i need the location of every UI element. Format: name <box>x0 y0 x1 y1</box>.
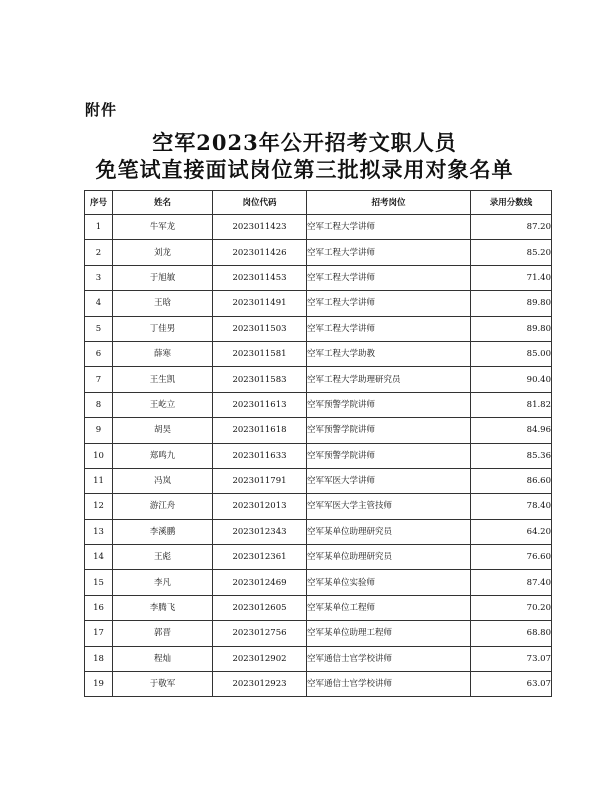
cell-name: 于旭敏 <box>113 265 213 290</box>
cell-post-code: 2023011423 <box>213 215 307 240</box>
cell-post-code: 2023011581 <box>213 341 307 366</box>
cell-name: 程灿 <box>113 646 213 671</box>
cell-score: 70.20 <box>471 595 552 620</box>
cell-score: 71.40 <box>471 265 552 290</box>
cell-post-code: 2023011453 <box>213 265 307 290</box>
table-row <box>85 316 552 341</box>
cell-score: 63.07 <box>471 672 552 697</box>
table-row <box>85 672 552 697</box>
cell-seq: 8 <box>85 392 113 417</box>
header-post-code: 岗位代码 <box>213 191 307 215</box>
table-row <box>85 468 552 493</box>
cell-name: 牛军龙 <box>113 215 213 240</box>
cell-score: 84.96 <box>471 418 552 443</box>
cell-post: 空军军医大学讲师 <box>307 468 471 493</box>
table-row <box>85 367 552 392</box>
cell-score: 85.20 <box>471 240 552 265</box>
table-row <box>85 240 552 265</box>
cell-post: 空军工程大学讲师 <box>307 291 471 316</box>
page-title-line-2: 免笔试直接面试岗位第三批拟录用对象名单 <box>95 157 514 182</box>
cell-post: 空军工程大学讲师 <box>307 215 471 240</box>
cell-seq: 11 <box>85 468 113 493</box>
cell-name: 游江舟 <box>113 494 213 519</box>
cell-seq: 4 <box>85 291 113 316</box>
cell-score: 64.20 <box>471 519 552 544</box>
cell-seq: 19 <box>85 672 113 697</box>
cell-name: 王生凯 <box>113 367 213 392</box>
table-row <box>85 545 552 570</box>
header-post: 招考岗位 <box>307 191 471 215</box>
cell-post-code: 2023011426 <box>213 240 307 265</box>
cell-post: 空军通信士官学校讲师 <box>307 646 471 671</box>
cell-name: 王晗 <box>113 291 213 316</box>
cell-seq: 5 <box>85 316 113 341</box>
table-row <box>85 291 552 316</box>
cell-seq: 17 <box>85 621 113 646</box>
cell-seq: 13 <box>85 519 113 544</box>
cell-seq: 7 <box>85 367 113 392</box>
table-row <box>85 443 552 468</box>
cell-post-code: 2023011491 <box>213 291 307 316</box>
cell-score: 76.60 <box>471 545 552 570</box>
cell-score: 78.40 <box>471 494 552 519</box>
cell-post: 空军某单位助理研究员 <box>307 545 471 570</box>
cell-seq: 10 <box>85 443 113 468</box>
admission-table <box>84 190 552 697</box>
table-row <box>85 265 552 290</box>
cell-name: 郑鸣九 <box>113 443 213 468</box>
table-row <box>85 570 552 595</box>
cell-seq: 15 <box>85 570 113 595</box>
cell-score: 73.07 <box>471 646 552 671</box>
cell-post-code: 2023011613 <box>213 392 307 417</box>
table-body <box>85 215 552 697</box>
cell-score: 81.82 <box>471 392 552 417</box>
table-row <box>85 621 552 646</box>
cell-post-code: 2023012756 <box>213 621 307 646</box>
cell-seq: 16 <box>85 595 113 620</box>
cell-post-code: 2023012013 <box>213 494 307 519</box>
cell-score: 85.00 <box>471 341 552 366</box>
cell-post: 空军预警学院讲师 <box>307 392 471 417</box>
cell-post-code: 2023012361 <box>213 545 307 570</box>
cell-score: 85.36 <box>471 443 552 468</box>
table-row <box>85 646 552 671</box>
cell-name: 于敬军 <box>113 672 213 697</box>
cell-score: 89.80 <box>471 316 552 341</box>
cell-post: 空军工程大学讲师 <box>307 316 471 341</box>
table-row <box>85 494 552 519</box>
cell-seq: 9 <box>85 418 113 443</box>
header-seq: 序号 <box>85 191 113 215</box>
cell-post-code: 2023011791 <box>213 468 307 493</box>
table-row <box>85 392 552 417</box>
table-row <box>85 519 552 544</box>
cell-name: 薛寒 <box>113 341 213 366</box>
cell-post-code: 2023012343 <box>213 519 307 544</box>
cell-name: 冯岚 <box>113 468 213 493</box>
cell-post: 空军某单位工程师 <box>307 595 471 620</box>
cell-post: 空军军医大学主管技师 <box>307 494 471 519</box>
cell-name: 王彪 <box>113 545 213 570</box>
cell-post-code: 2023012605 <box>213 595 307 620</box>
cell-seq: 12 <box>85 494 113 519</box>
attachment-label: 附件 <box>85 101 118 119</box>
cell-post: 空军预警学院讲师 <box>307 443 471 468</box>
cell-post-code: 2023012923 <box>213 672 307 697</box>
cell-post: 空军通信士官学校讲师 <box>307 672 471 697</box>
cell-post-code: 2023011503 <box>213 316 307 341</box>
cell-post: 空军工程大学讲师 <box>307 240 471 265</box>
header-score: 录用分数线 <box>471 191 552 215</box>
page-title-line-1: 空军2023年公开招考文职人员 <box>152 130 457 155</box>
cell-post-code: 2023012469 <box>213 570 307 595</box>
cell-score: 87.40 <box>471 570 552 595</box>
cell-seq: 1 <box>85 215 113 240</box>
cell-score: 89.80 <box>471 291 552 316</box>
cell-post: 空军某单位助理研究员 <box>307 519 471 544</box>
cell-score: 90.40 <box>471 367 552 392</box>
cell-post: 空军工程大学助理研究员 <box>307 367 471 392</box>
cell-name: 胡昊 <box>113 418 213 443</box>
header-name: 姓名 <box>113 191 213 215</box>
table-row <box>85 215 552 240</box>
cell-name: 丁佳男 <box>113 316 213 341</box>
cell-seq: 2 <box>85 240 113 265</box>
cell-post: 空军某单位实验师 <box>307 570 471 595</box>
cell-post-code: 2023011583 <box>213 367 307 392</box>
cell-seq: 3 <box>85 265 113 290</box>
cell-score: 87.20 <box>471 215 552 240</box>
cell-name: 郭晋 <box>113 621 213 646</box>
cell-seq: 18 <box>85 646 113 671</box>
table-header-row <box>85 191 552 215</box>
cell-post-code: 2023012902 <box>213 646 307 671</box>
cell-post: 空军工程大学讲师 <box>307 265 471 290</box>
cell-score: 86.60 <box>471 468 552 493</box>
cell-seq: 14 <box>85 545 113 570</box>
cell-name: 李腾飞 <box>113 595 213 620</box>
table-row <box>85 418 552 443</box>
cell-post: 空军某单位助理工程师 <box>307 621 471 646</box>
cell-name: 王屹立 <box>113 392 213 417</box>
cell-name: 李凡 <box>113 570 213 595</box>
cell-name: 李溪鹏 <box>113 519 213 544</box>
cell-post-code: 2023011633 <box>213 443 307 468</box>
cell-seq: 6 <box>85 341 113 366</box>
table-row <box>85 595 552 620</box>
cell-score: 68.80 <box>471 621 552 646</box>
cell-name: 刘龙 <box>113 240 213 265</box>
table-row <box>85 341 552 366</box>
cell-post-code: 2023011618 <box>213 418 307 443</box>
cell-post: 空军工程大学助教 <box>307 341 471 366</box>
cell-post: 空军预警学院讲师 <box>307 418 471 443</box>
